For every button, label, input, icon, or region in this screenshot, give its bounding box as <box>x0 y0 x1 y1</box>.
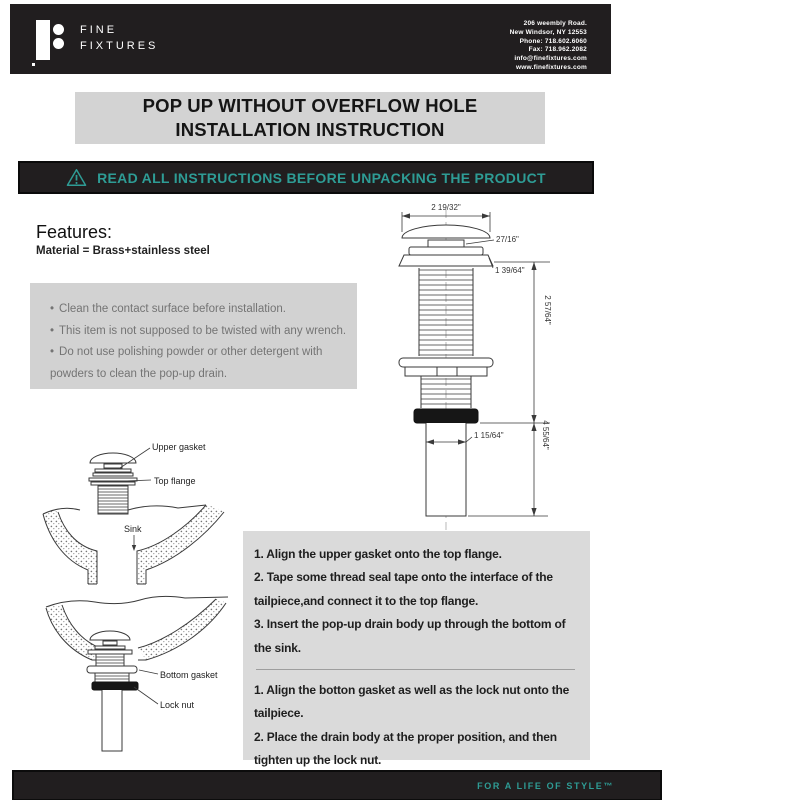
address-line: Phone: 718.602.6060 <box>519 37 587 45</box>
warning-triangle-icon <box>66 168 87 187</box>
address-line: New Windsor, NY 12553 <box>509 28 587 36</box>
logo-small-dot <box>32 63 35 66</box>
header-bar <box>10 4 611 74</box>
address-line: info@finefixtures.com <box>514 55 587 63</box>
instruction-step: 1. Align the botton gasket as well as the lock nut onto the tailpiece. <box>254 682 570 721</box>
brand-name <box>80 23 158 70</box>
instruction-step: 3. Insert the pop-up drain body up through the bottom of the sink. <box>254 617 566 655</box>
drain-body-drawing <box>399 210 493 530</box>
technical-drawing <box>385 200 580 550</box>
material-spec: Material = Brass+stainless steel <box>36 245 210 257</box>
address-line: 206 weembly Road. <box>523 20 587 27</box>
title-banner <box>75 92 545 144</box>
brand-name-line2: FIXTURES <box>80 39 159 52</box>
instruction-step: 1. Align the upper gasket onto the top flange. <box>254 547 502 561</box>
dim-overall-height: 4 55/64" <box>541 420 550 450</box>
note-item: • Clean the contact surface before installation. <box>50 303 286 315</box>
drain-installed <box>87 631 138 751</box>
features-heading: Features: <box>36 222 113 242</box>
steps-block-2 <box>254 679 579 773</box>
care-notes-box <box>30 283 357 389</box>
dim-pipe-width: 1 15/64" <box>474 431 504 440</box>
address-line: Fax: 718.962.2082 <box>528 46 587 54</box>
note-item: • Do not use polishing powder or other detergent with powders to clean the pop-up drain. <box>50 346 323 380</box>
dim-cap-height: 27/16" <box>496 235 519 244</box>
dim-flange: 1 39/64" <box>495 266 525 275</box>
footer-tagline: FOR A LIFE OF STYLE™ <box>477 780 614 791</box>
logo-dot-bottom <box>53 38 64 49</box>
features-section <box>36 222 210 257</box>
steps-block-1 <box>254 543 579 660</box>
dim-top-width: 2 19/32" <box>431 203 461 212</box>
label-sink: Sink <box>124 524 142 534</box>
note-item: • This item is not supposed to be twisted with any wrench. <box>50 324 347 337</box>
page-title-line1: POP UP WITHOUT OVERFLOW HOLE <box>142 94 478 116</box>
bullet-icon: • <box>50 303 55 315</box>
page-title-line2: INSTALLATION INSTRUCTION <box>175 119 445 140</box>
logo-dot-top <box>53 24 64 35</box>
bullet-icon: • <box>50 346 55 359</box>
label-top-flange: Top flange <box>154 476 196 486</box>
sink-cross-section-2 <box>46 596 228 660</box>
company-address <box>510 20 587 73</box>
installed-parts-diagram <box>35 593 250 770</box>
brand-logo <box>36 18 158 70</box>
logo-bar-shape <box>36 20 50 60</box>
label-bottom-gasket: Bottom gasket <box>160 670 218 680</box>
label-upper-gasket: Upper gasket <box>152 442 206 452</box>
sink-cross-section <box>43 505 224 584</box>
instruction-step: 2. Tape some thread seal tape onto the interface of the tailpiece,and connect it to the top flange. <box>254 570 553 608</box>
installation-steps-box <box>243 531 590 768</box>
warning-text: READ ALL INSTRUCTIONS BEFORE UNPACKING THE PRODUCT <box>97 169 546 186</box>
brand-name-line1: FINE <box>80 24 118 36</box>
bullet-icon: • <box>50 324 55 337</box>
footer-bar <box>12 770 662 800</box>
steps-divider <box>256 669 575 670</box>
fine-fixtures-logo-icon <box>36 20 68 70</box>
exploded-parts-diagram <box>35 420 250 600</box>
dim-upper-body: 2 57/64" <box>543 295 552 325</box>
drain-above-sink <box>89 453 137 514</box>
address-line: www.finefixtures.com <box>516 63 587 71</box>
label-lock-nut: Lock nut <box>160 700 195 710</box>
instruction-step: 2. Place the drain body at the proper position, and then tighten up the lock nut. <box>254 729 557 768</box>
warning-banner <box>18 161 594 194</box>
